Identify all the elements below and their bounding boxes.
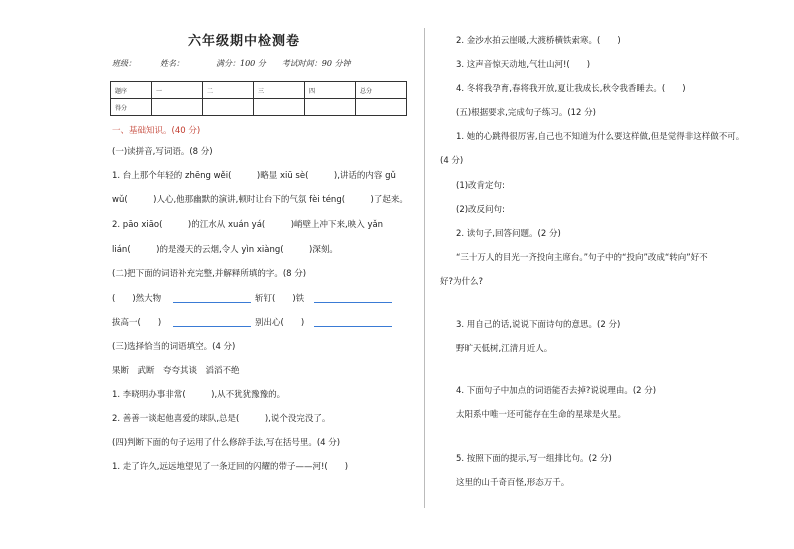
- idiom-blank: ( )然大物: [112, 294, 162, 304]
- question-text: 2. 金沙水拍云崖暖,大渡桥横铁索寒。( ): [456, 36, 621, 46]
- question-heading: (一)读拼音,写词语。(8 分): [112, 147, 213, 157]
- idiom-blank: 别出心( ): [255, 318, 305, 328]
- score-cell[interactable]: [254, 99, 305, 116]
- word-bank: 果断 武断 夸夸其谈 滔滔不绝: [112, 366, 240, 376]
- question-text: 2. 善善一谈起他喜爱的球队,总是( ),说个没完没了。: [112, 414, 331, 424]
- question-heading: (四)判断下面的句子运用了什么修辞手法,写在括号里。(4 分): [112, 438, 341, 448]
- question-heading: (二)把下面的词语补充完整,并解释所填的字。(8 分): [112, 269, 307, 279]
- question-text: 2. 读句子,回答问题。(2 分): [456, 229, 561, 239]
- idiom-blank: 拔高一( ): [112, 318, 162, 328]
- question-text: 太阳系中唯一还可能存在生命的星球是火星。: [456, 410, 627, 420]
- question-text: 3. 这声音惊天动地,气壮山河!( ): [456, 60, 591, 70]
- question-text: “三十万人的目光一齐投向主席台。”句子中的“投向”改成“转向”好不: [456, 253, 708, 263]
- score-cell[interactable]: [203, 99, 254, 116]
- answer-line[interactable]: [173, 302, 251, 303]
- question-heading: (三)选择恰当的词语填空。(4 分): [112, 342, 236, 352]
- score-header-cell: 二: [203, 82, 254, 99]
- score-header-cell: 题序: [111, 82, 152, 99]
- score-table-header-row: [111, 82, 407, 99]
- score-table: [110, 81, 407, 116]
- score-header-cell: 一: [152, 82, 203, 99]
- question-text: 1. 李晓明办事非常( ),从不犹犹豫豫的。: [112, 390, 286, 400]
- section-basic-knowledge: 一、基础知识。(40 分): [112, 126, 201, 136]
- question-text: 1. 走了许久,远远地望见了一条迂回的闪耀的带子——河!( ): [112, 462, 349, 472]
- score-header-cell: 总分: [356, 82, 407, 99]
- question-text: (2)改反问句:: [456, 205, 505, 215]
- answer-line[interactable]: [314, 326, 392, 327]
- score-header-cell: 三: [254, 82, 305, 99]
- exam-info: 班级： 姓名： 满分：100 分 考试时间：90 分钟: [112, 59, 351, 68]
- question-text: 4. 下面句子中加点的词语能否去掉?说说理由。(2 分): [456, 386, 657, 396]
- score-cell[interactable]: [356, 99, 407, 116]
- question-text: 3. 用自己的话,说说下面诗句的意思。(2 分): [456, 320, 621, 330]
- question-text: 1. 她的心跳得很厉害,自己也不知道为什么要这样做,但是觉得非这样做不可。: [456, 132, 745, 142]
- question-heading: (五)根据要求,完成句子练习。(12 分): [456, 108, 596, 118]
- question-text: 这里的山千奇百怪,形态万千。: [456, 478, 570, 488]
- question-text: 2. pāo xiāo( )的江水从 xuán yá( )峭壁上冲下来,映入 yǎn: [112, 220, 384, 230]
- answer-line[interactable]: [314, 302, 392, 303]
- score-cell[interactable]: [152, 99, 203, 116]
- question-text: 1. 台上那个年轻的 zhēng wěi( )略显 xiū sè( ),讲话的内容 gǔ: [112, 171, 396, 181]
- score-row-label: 得分: [111, 99, 152, 116]
- column-divider: [424, 28, 425, 508]
- score-cell[interactable]: [305, 99, 356, 116]
- question-text: 4. 冬将我孕育,春将我开放,夏让我成长,秋令我香睡去。( ): [456, 84, 686, 94]
- answer-line[interactable]: [173, 326, 251, 327]
- question-text: (4 分): [440, 156, 464, 166]
- score-table-row: [111, 99, 407, 116]
- question-text: 野旷天低树,江清月近人。: [456, 344, 553, 354]
- question-text: (1)改肯定句:: [456, 181, 505, 191]
- question-text: wǔ( )人心,他那幽默的演讲,顿时让台下的气氛 fèi téng( )了起来。: [112, 195, 408, 205]
- score-header-cell: 四: [305, 82, 356, 99]
- question-text: 5. 按照下面的提示,写一组排比句。(2 分): [456, 454, 612, 464]
- question-text: lián( )的是漫天的云烟,令人 yìn xiàng( )深刻。: [112, 245, 338, 255]
- page-title: 六年级期中检测卷: [188, 34, 301, 49]
- question-text: 好?为什么?: [440, 277, 484, 287]
- idiom-blank: 斩钉( )铁: [255, 294, 305, 304]
